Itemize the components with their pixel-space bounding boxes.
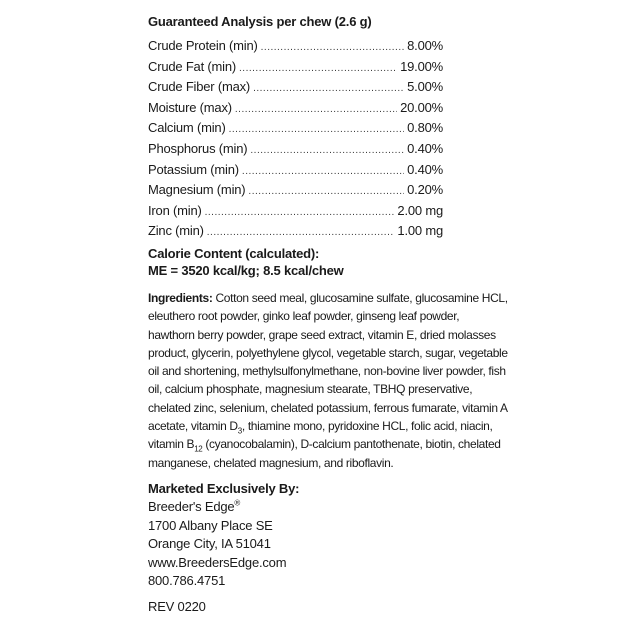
dot-leader [261, 39, 404, 58]
analysis-name: Crude Fiber (max) [148, 79, 251, 95]
guaranteed-analysis-table [148, 37, 448, 243]
dot-leader [242, 163, 404, 182]
analysis-row [148, 119, 443, 140]
product-label [148, 14, 508, 616]
analysis-row [148, 140, 443, 161]
address-line-1: 1700 Albany Place SE [148, 517, 273, 533]
guaranteed-analysis-title: Guaranteed Analysis per chew (2.6 g) [148, 14, 372, 29]
analysis-value: 20.00% [400, 99, 443, 115]
analysis-row [148, 37, 443, 58]
analysis-value: 5.00% [407, 79, 443, 95]
dot-leader [253, 80, 404, 99]
analysis-name: Crude Fat (min) [148, 58, 237, 74]
analysis-row [148, 181, 443, 202]
analysis-name: Phosphorus (min) [148, 140, 248, 156]
calorie-title: Calorie Content (calculated): [148, 245, 320, 261]
analysis-value: 2.00 mg [397, 202, 443, 218]
ingredients-text: Cotton seed meal, glucosamine sulfate, glucosamine HCL, eleuthero root powder, ginko leaf powder, ginseng leaf powder, hawthorn berry powder, grape seed extract, vitamin E, dried molasses product, glycerin, polyethylene glycol, vegetable starch, sugar, vegetable oil and shortening, methylsulfonylmethane, non-bovine liver powder, fish oil, calcium phosphate, magnesium stearate, TBHQ preservative, chelated zinc, selenium, chelated potassium, ferrous fumarate, vitamin A acetate, vitamin D [148, 290, 508, 434]
analysis-value: 0.40% [407, 161, 443, 177]
vitamin-d-subscript: 3 [237, 426, 242, 436]
analysis-value: 19.00% [400, 58, 443, 74]
analysis-row [148, 202, 443, 223]
dot-leader [205, 204, 395, 223]
analysis-name: Iron (min) [148, 202, 202, 218]
dot-leader [239, 60, 397, 79]
analysis-name: Moisture (max) [148, 99, 232, 115]
analysis-name: Potassium (min) [148, 161, 239, 177]
analysis-row [148, 58, 443, 79]
analysis-name: Zinc (min) [148, 223, 204, 239]
calorie-value: ME = 3520 kcal/kg; 8.5 kcal/chew [148, 262, 344, 278]
dot-leader [207, 224, 395, 243]
analysis-row [148, 99, 443, 120]
dot-leader [250, 142, 404, 161]
ingredients-label: Ingredients: [148, 290, 213, 305]
registered-mark: ® [234, 498, 241, 508]
company-name-line [148, 498, 448, 516]
website: www.BreedersEdge.com [148, 554, 287, 570]
analysis-row [148, 78, 443, 99]
ingredients-text: (cyanocobalamin), D-calcium pantothenate, biotin, chelated manganese, chelated magnesium, and riboflavin. [148, 437, 501, 470]
analysis-value: 0.20% [407, 182, 443, 198]
dot-leader [235, 101, 397, 120]
marketed-title: Marketed Exclusively By: [148, 480, 300, 496]
analysis-name: Magnesium (min) [148, 182, 246, 198]
ingredients-text: , thiamine mono, pyridoxine HCL, folic acid, niacin, vitamin B [148, 419, 493, 452]
company-name: Breeder's Edge [148, 499, 235, 515]
calorie-content [148, 245, 448, 279]
analysis-row [148, 222, 443, 243]
ingredients-paragraph [148, 289, 508, 472]
analysis-name: Crude Protein (min) [148, 38, 258, 53]
marketed-by-block [148, 480, 448, 590]
analysis-value: 8.00% [407, 38, 443, 53]
vitamin-b-subscript: 12 [194, 444, 203, 454]
revision-code: REV 0220 [148, 599, 206, 615]
address-line-2: Orange City, IA 51041 [148, 536, 271, 552]
analysis-value: 1.00 mg [397, 223, 443, 239]
dot-leader [248, 183, 404, 202]
phone-number: 800.786.4751 [148, 572, 226, 588]
analysis-value: 0.80% [407, 120, 443, 136]
analysis-value: 0.40% [407, 140, 443, 156]
analysis-row [148, 161, 443, 182]
dot-leader [229, 121, 405, 140]
analysis-name: Calcium (min) [148, 120, 226, 136]
